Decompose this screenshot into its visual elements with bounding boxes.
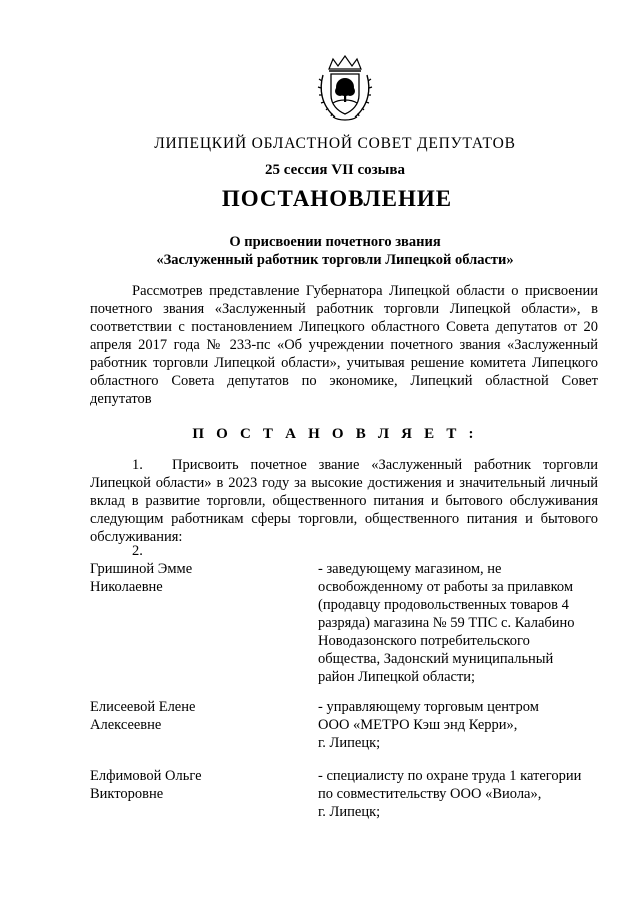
list-item [90,456,598,546]
recipient-name: Елисеевой Елене Алексеевне [90,699,196,733]
recipient-name: Гришиной Эмме Николаевне [90,561,193,595]
recipient-position: - управляющему торговым центром ООО «МЕТРО Кэш энд Керри», г. Липецк; [318,699,539,751]
preamble-paragraph: Рассмотрев представление Губернатора Липецкой области о присвоении почетного звания «Заслуженный работник торговли Липецкой области», в соответствии с постановлением Липецкого областного Совета депутатов от 20 апреля 2017 года № 233-пс «Об учреждении почетного звания «Заслуженный работник торговли Липецкой области», учитывая решение комитета Липецкого областного Совета депутатов по экономике, Липецкий областной Совет депутатов [90,283,598,407]
item-number: 1. [132,457,143,473]
item-text: Присвоить почетное звание «Заслуженный работник торговли Липецкой области» в 2023 году за высокие достижения и значительный личный вклад в развитие торговли, общественного питания и бытового обслуживания следующим работникам сферы торговли, общественного питания и бытового обслуживания: [90,457,598,545]
list-item [132,542,143,560]
recipient-position: - заведующему магазином, не освобожденному от работы за прилавком (продавцу продовольственных товаров 4 разряда) магазина № 59 ТПС с. Калабино Новодазонского потребительского общества, Задонский муниципальный район Липецкой области; [318,561,575,685]
document-subject [0,233,640,269]
recipient-position: - специалисту по охране труда 1 категории по совместительству ООО «Виола», г. Липецк; [318,768,582,820]
subject-line-2: «Заслуженный работник торговли Липецкой области» [156,252,514,268]
document-type-title: ПОСТАНОВЛЕНИЕ [221,186,453,211]
lipetsk-coat-of-arms-icon [317,55,373,123]
session-label: 25 сессия VII созыва [264,162,405,178]
subject-line-1: О присвоении почетного звания [229,234,441,250]
recipient-name: Елфимовой Ольге Викторовне [90,768,202,802]
item-number: 2. [132,543,143,559]
decrees-heading: П О С Т А Н О В Л Я Е Т : [192,426,478,442]
council-name: ЛИПЕЦКИЙ ОБЛАСТНОЙ СОВЕТ ДЕПУТАТОВ [154,135,516,152]
